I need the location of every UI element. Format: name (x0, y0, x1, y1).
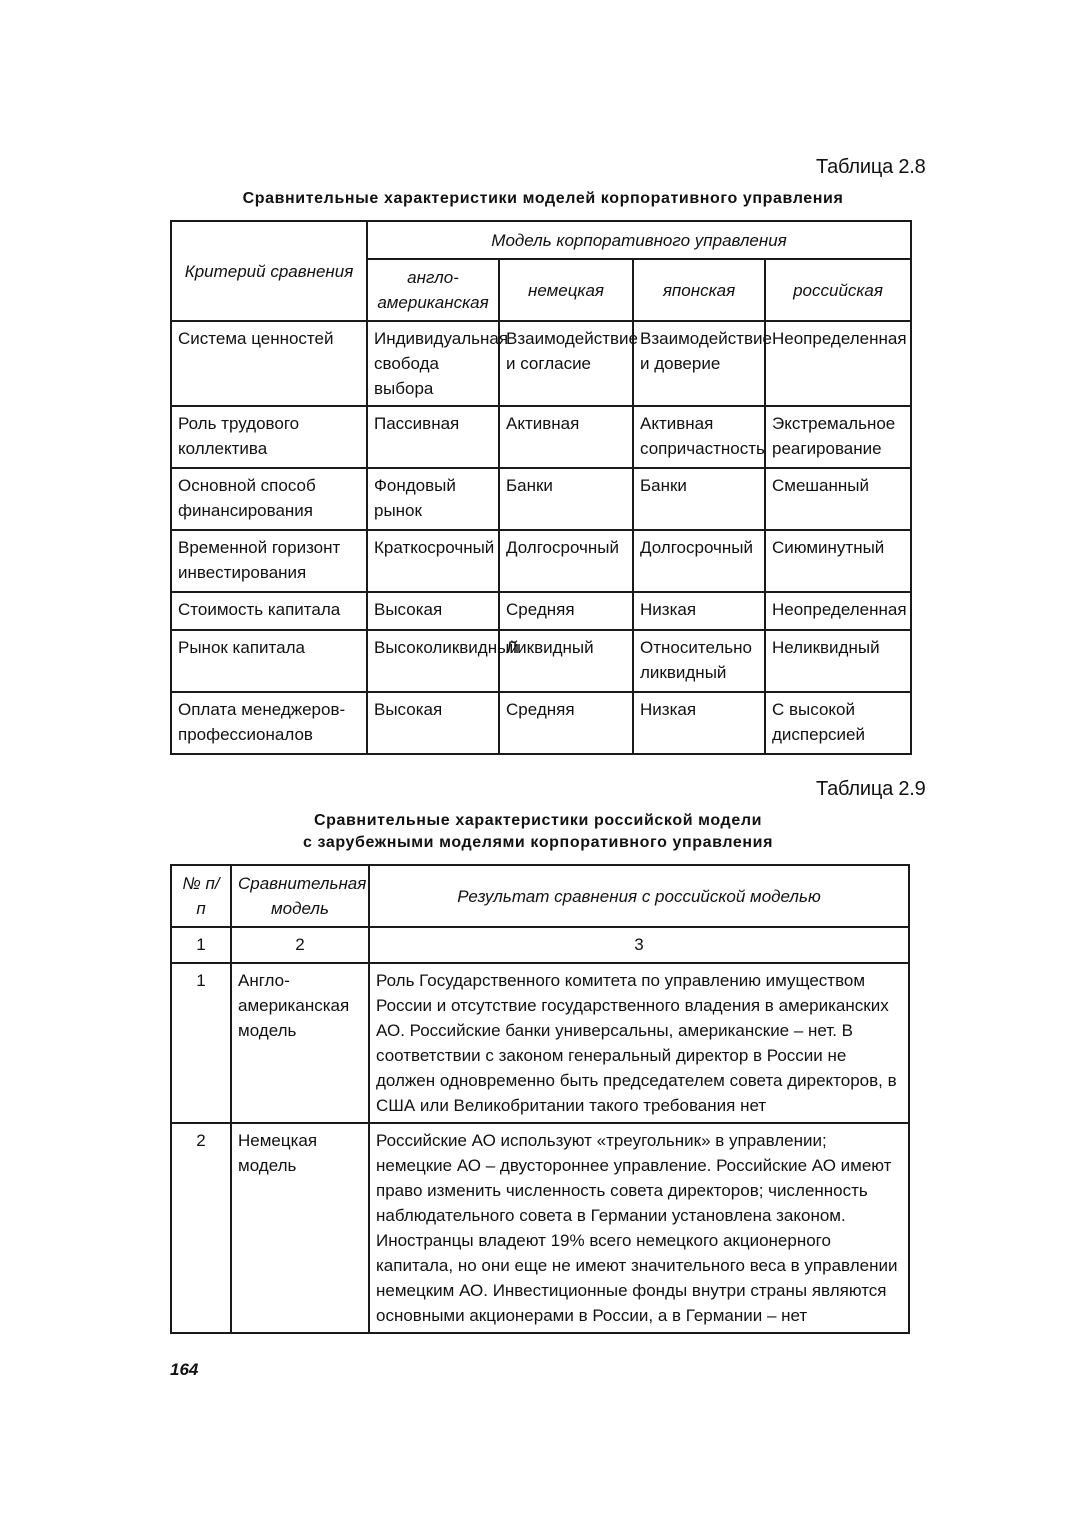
table-cell: Долгосрочный (633, 530, 765, 592)
table-2-9-title-line-1: Сравнительные характеристики российской модели (313, 812, 763, 829)
table-2-9-caption: Таблица 2.9 (816, 778, 926, 800)
table-cell: Высоколиквидный (367, 630, 499, 692)
model-cell: Англо-американская модель (231, 963, 369, 1123)
table-cell: Неопределенная (765, 592, 911, 630)
model-cell: Немецкая модель (231, 1123, 369, 1333)
table-cell: Активная сопричастность (633, 406, 765, 468)
table-cell: Взаимодействие и доверие (633, 321, 765, 406)
table-cell: Смешанный (765, 468, 911, 530)
column-number: 3 (369, 927, 909, 963)
criterion-cell: Временной горизонт инвестирования (171, 530, 367, 592)
table-cell: Неликвидный (765, 630, 911, 692)
row-number: 1 (171, 963, 231, 1123)
criterion-cell: Рынок капитала (171, 630, 367, 692)
table-row (171, 692, 911, 754)
table-row (171, 1123, 909, 1333)
criterion-cell: Оплата менеджеров-профессионалов (171, 692, 367, 754)
table-cell: Неопределенная (765, 321, 911, 406)
table-cell: Банки (633, 468, 765, 530)
table-cell: Банки (499, 468, 633, 530)
column-number: 1 (171, 927, 231, 963)
model-header: англо-американская (367, 259, 499, 321)
table-cell: Индивидуальная свобода выбора (367, 321, 499, 406)
table-cell: Относительно ликвидный (633, 630, 765, 692)
result-cell: Роль Государственного комитета по управлению имуществом России и отсутствие государственного владения в американских АО. Российские банки универсальны, американские – нет. В соответствии с законом генеральный директор в России не должен одновременно быть председателем совета директоров, в США или Великобритании такого требования нет (369, 963, 909, 1123)
table-row (171, 468, 911, 530)
table-cell: Ликвидный (499, 630, 633, 692)
row-number: 2 (171, 1123, 231, 1333)
table-header-row (171, 221, 911, 259)
table-header-row (171, 865, 909, 927)
table-row (171, 530, 911, 592)
criterion-cell: Роль трудового коллектива (171, 406, 367, 468)
criterion-header: Критерий сравнения (171, 221, 367, 321)
table-row (171, 592, 911, 630)
number-header: № п/п (171, 865, 231, 927)
table-cell: Пассивная (367, 406, 499, 468)
table-2-9-title-line-2: с зарубежными моделями корпоративного управления (302, 834, 774, 851)
table-cell: Взаимодействие и согласие (499, 321, 633, 406)
model-header: немецкая (499, 259, 633, 321)
table-cell: Низкая (633, 592, 765, 630)
model-group-header: Модель корпоративного управления (367, 221, 911, 259)
model-header: японская (633, 259, 765, 321)
result-cell: Российские АО используют «треугольник» в управлении; немецкие АО – двустороннее управление. Российские АО имеют право изменить численность совета директоров; численность наблюдательного совета в Германии установлена законом. Иностранцы владеют 19% всего немецкого акционерного капитала, но они еще не имеют значительного веса в управлении немецким АО. Инвестиционные фонды внутри страны являются основными акционерами в России, а в Германии – нет (369, 1123, 909, 1333)
table-cell: Краткосрочный (367, 530, 499, 592)
table-cell: Долгосрочный (499, 530, 633, 592)
table-row (171, 321, 911, 406)
table-2-8 (170, 220, 912, 755)
page-number: 164 (170, 1360, 199, 1379)
table-cell: Фондовый рынок (367, 468, 499, 530)
criterion-cell: Основной способ финансирования (171, 468, 367, 530)
table-2-9 (170, 864, 910, 1334)
column-number-row (171, 927, 909, 963)
table-cell: Высокая (367, 692, 499, 754)
table-cell: Средняя (499, 592, 633, 630)
criterion-cell: Система ценностей (171, 321, 367, 406)
criterion-cell: Стоимость капитала (171, 592, 367, 630)
table-cell: Средняя (499, 692, 633, 754)
table-cell: Сиюминутный (765, 530, 911, 592)
table-2-8-caption: Таблица 2.8 (816, 156, 926, 178)
model-header: российская (765, 259, 911, 321)
table-cell: Экстремальное реагирование (765, 406, 911, 468)
table-cell: Высокая (367, 592, 499, 630)
table-cell: Низкая (633, 692, 765, 754)
table-row (171, 963, 909, 1123)
model-header: Сравнительная модель (231, 865, 369, 927)
table-row (171, 406, 911, 468)
table-2-8-title: Сравнительные характеристики моделей корпоративного управления (242, 190, 844, 207)
table-cell: С высокой дисперсией (765, 692, 911, 754)
result-header: Результат сравнения с российской моделью (369, 865, 909, 927)
column-number: 2 (231, 927, 369, 963)
table-row (171, 630, 911, 692)
table-cell: Активная (499, 406, 633, 468)
